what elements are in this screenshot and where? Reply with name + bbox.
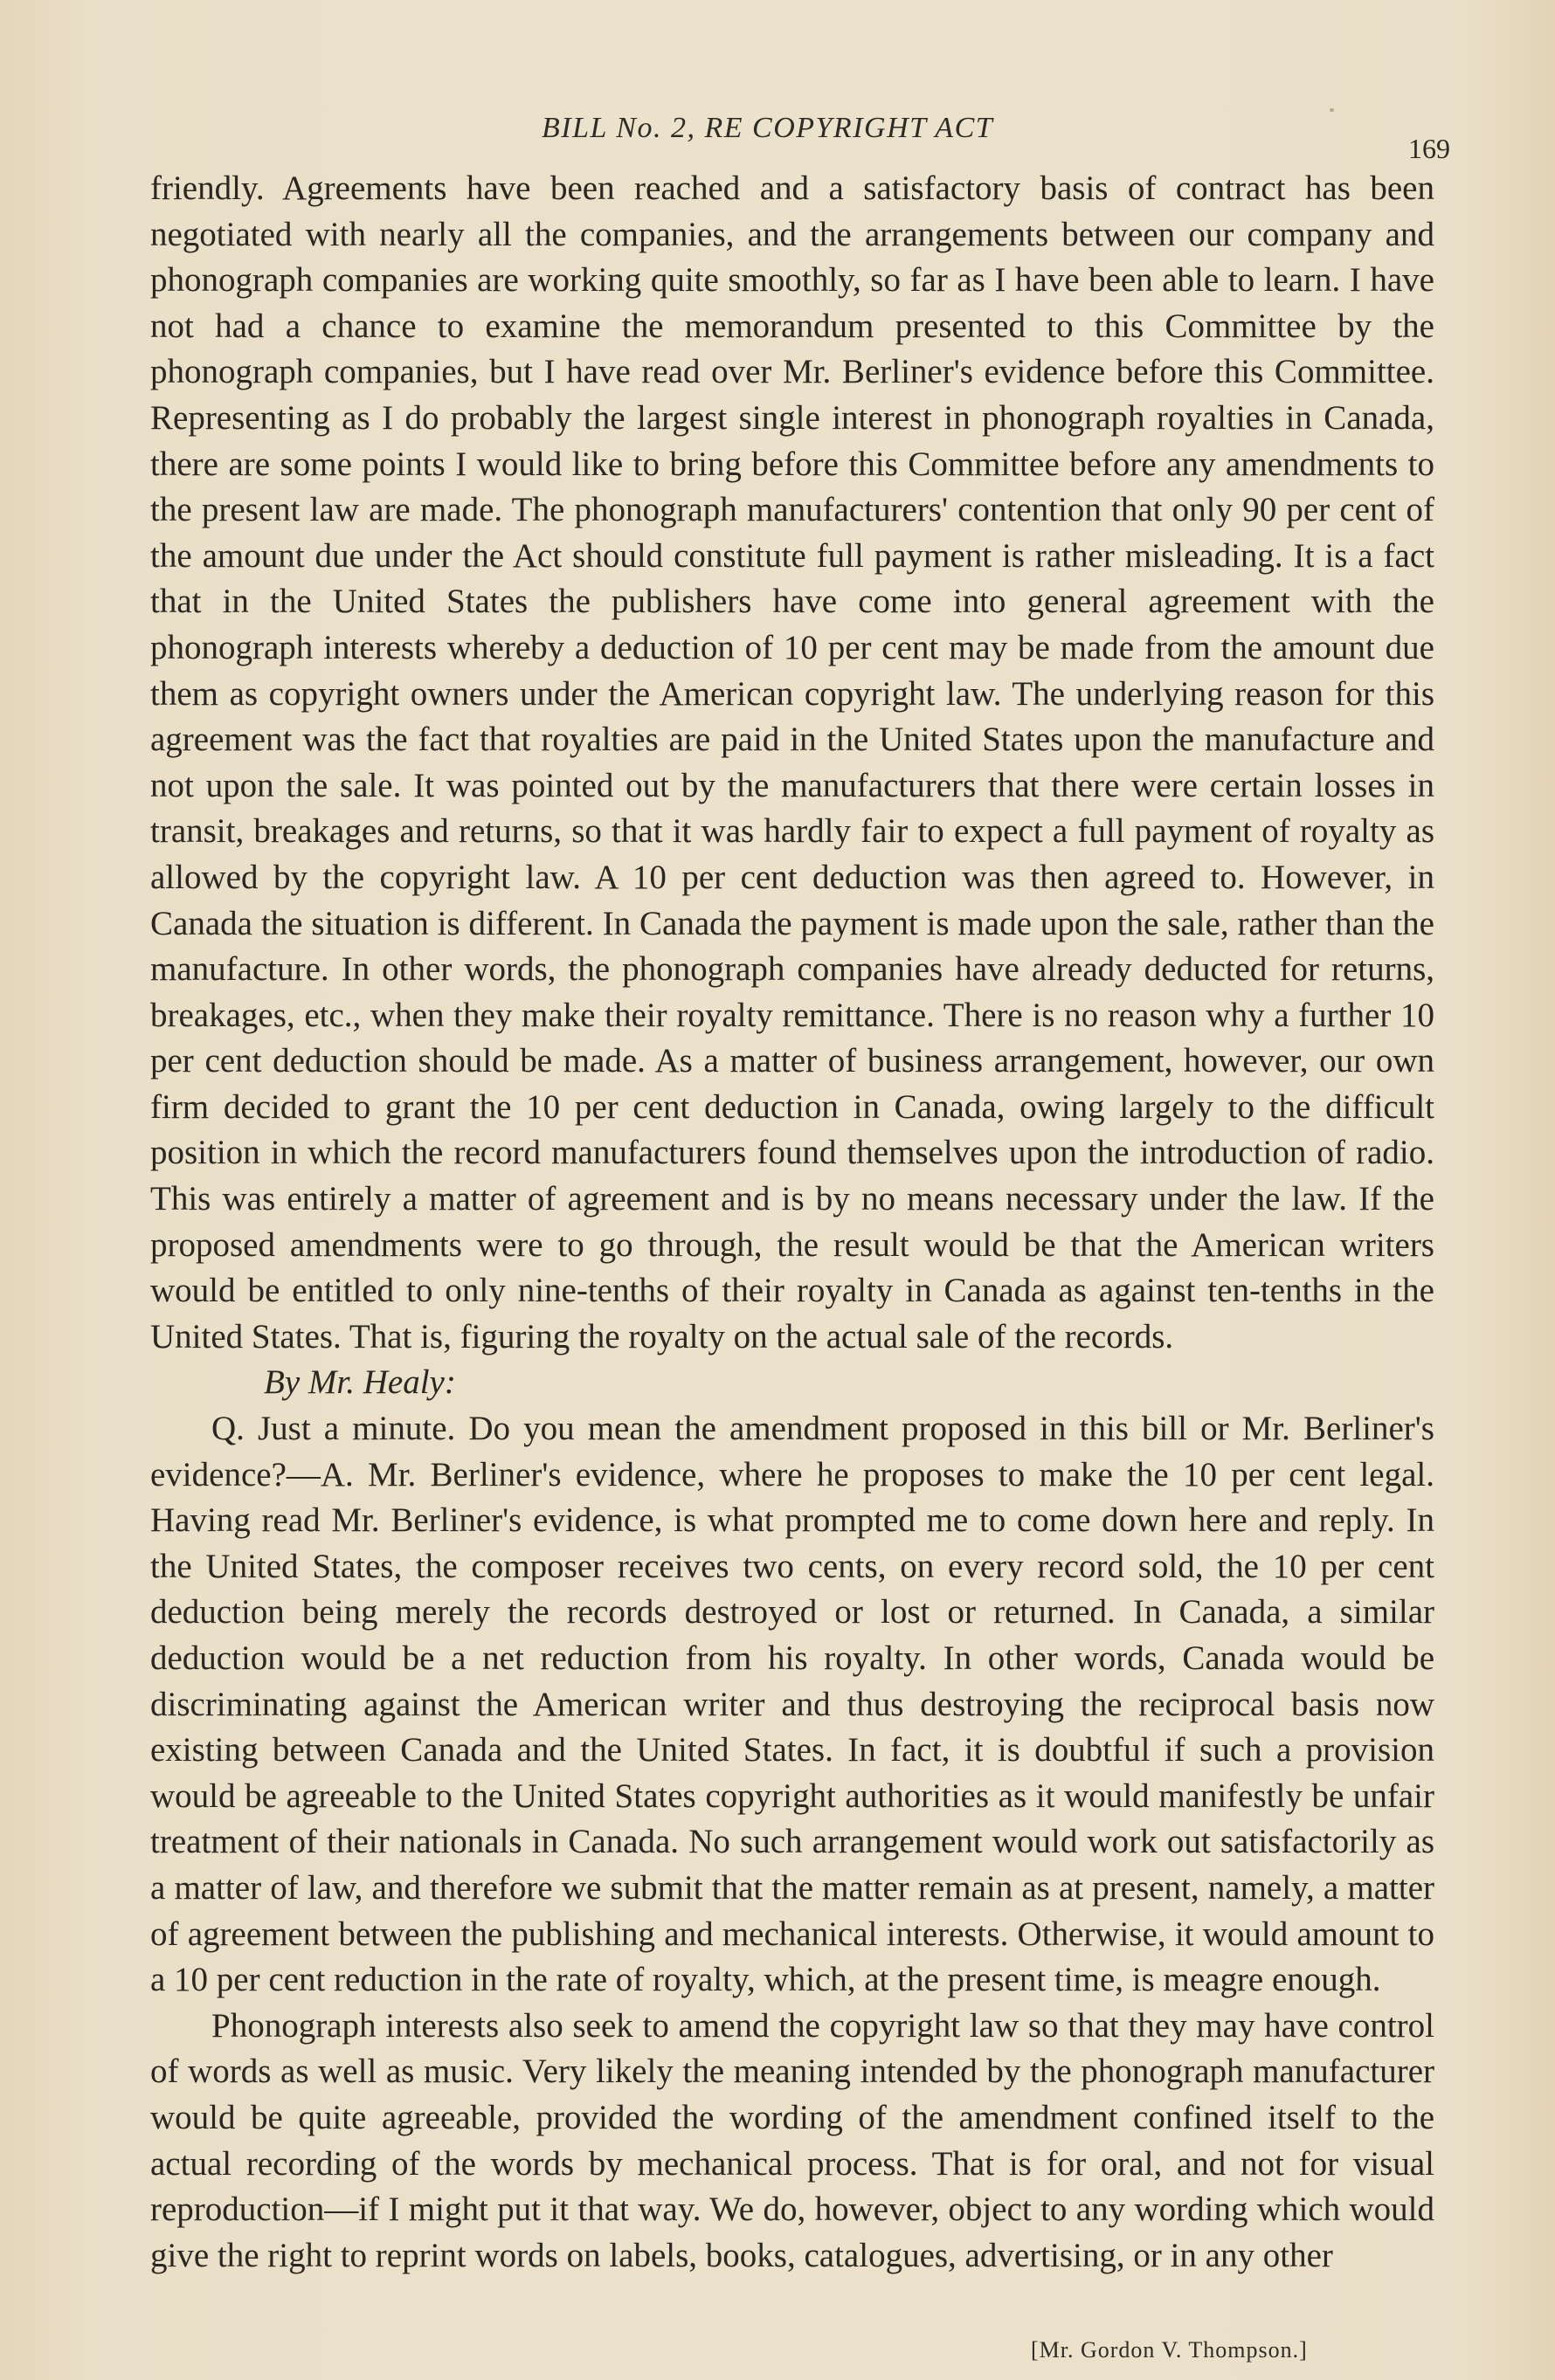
page-number: 169 [1408,133,1450,164]
print-speck [1330,108,1334,112]
paragraph-phonograph: Phonograph interests also seek to amend the copyright law so that they may have control of words as well as music. Very likely the meaning intended by the phonograph manufacturer would be quite agreeable, provided the wording of the amendment confined itself to the actual recording of the words by mechanical process. That is for oral, and not for visual reproduction—if I might put it that way. We do, however, object to any wording which would give the right to reprint words on labels, books, catalogues, advertising, or in any other [150,2006,1434,2274]
body-text [150,166,1434,2279]
speaker-heading: By Mr. Healy: [264,1363,456,1402]
running-head: BILL No. 2, RE COPYRIGHT ACT [542,112,994,144]
paragraph-question: Q. Just a minute. Do you mean the amendment proposed in this bill or Mr. Berliner's evidence?—A. Mr. Berliner's evidence, where he proposes to make the 10 per cent legal. Having read Mr. Berliner's evidence, is what prompted me to come down here and reply. In the United States, the composer receives two cents, on every record sold, the 10 per cent deduction being merely the records destroyed or lost or returned. In Canada, a similar deduction would be a net reduction from his royalty. In other words, Canada would be discriminating against the American writer and thus destroying the reciprocal basis now existing between Canada and the United States. In fact, it is doubtful if such a provision would be agreeable to the United States copyright authorities as it would manifestly be unfair treatment of their nationals in Canada. No such arrangement would work out satisfactorily as a matter of law, and therefore we submit that the matter remain as at present, namely, a matter of agreement between the publishing and mechanical interests. Otherwise, it would amount to a 10 per cent reduction in the rate of royalty, which, at the present time, is meagre enough. [150,1410,1434,1999]
speaker-signature: [Mr. Gordon V. Thompson.] [1031,2337,1308,2363]
paragraph-friendly: friendly. Agreements have been reached and a satisfactory basis of contract has been negotiated with nearly all the companies, and the arrangements between our company and phonograph companies are working quite smoothly, so far as I have been able to learn. I have not had a chance to examine the memorandum presented to this Committee by the phonograph companies, but I have read over Mr. Berliner's evidence before this Committee. Representing as I do probably the largest single interest in phonograph royalties in Canada, there are some points I would like to bring before this Committee before any amendments to the present law are made. The phonograph manufacturers' contention that only 90 per cent of the amount due under the Act should constitute full payment is rather misleading. It is a fact that in the United States the publishers have come into general agreement with the phonograph interests whereby a deduction of 10 per cent may be made from the amount due them as copyright owners under the American copyright law. The underlying reason for this agreement was the fact that royalties are paid in the United States upon the manufacture and not upon the sale. It was pointed out by the manufacturers that there were certain losses in transit, breakages and returns, so that it was hardly fair to expect a full payment of royalty as allowed by the copyright law. A 10 per cent deduction was then agreed to. However, in Canada the situation is different. In Canada the payment is made upon the sale, rather than the manufacture. In other words, the phonograph companies have already deducted for returns, breakages, etc., when they make their royalty remittance. There is no reason why a further 10 per cent deduction should be made. As a matter of business arrangement, however, our own firm decided to grant the 10 per cent deduction in Canada, owing largely to the difficult position in which the record manufacturers found themselves upon the introduction of radio. This was entirely a matter of agreement and is by no means necessary under the law. If the proposed amendments were to go through, the result would be that the American writers would be entitled to only nine-tenths of their royalty in Canada as against ten-tenths in the United States. That is, figuring the royalty on the actual sale of the records. [150,169,1434,1356]
